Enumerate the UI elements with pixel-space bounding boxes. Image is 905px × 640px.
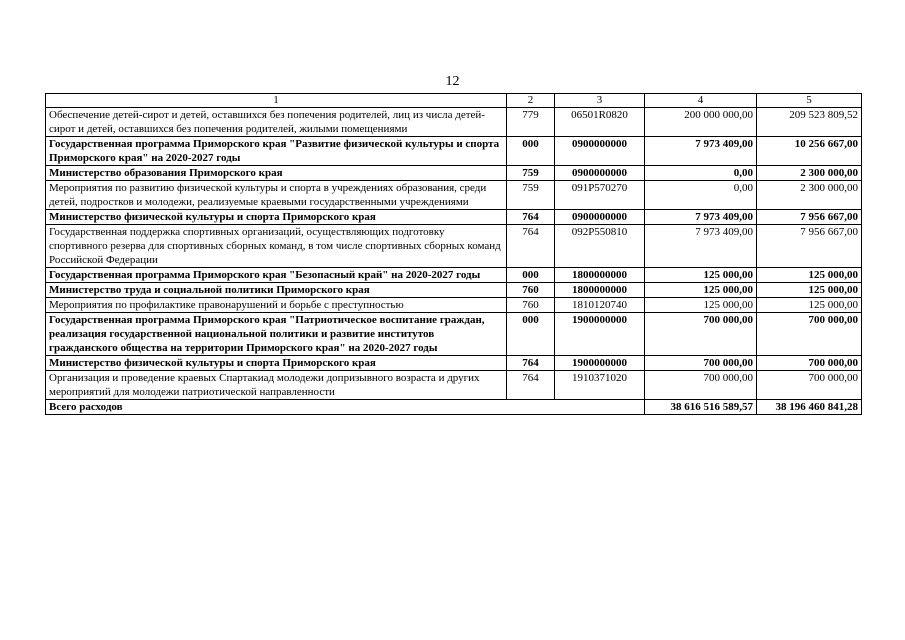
row-article: 1900000000 [555, 313, 645, 356]
row-amount-5: 700 000,00 [757, 313, 862, 356]
row-article: 1800000000 [555, 268, 645, 283]
row-code: 764 [507, 210, 555, 225]
table-row [46, 298, 862, 313]
row-article: 1800000000 [555, 283, 645, 298]
row-code: 764 [507, 225, 555, 268]
table-row [46, 356, 862, 371]
row-amount-4: 700 000,00 [645, 356, 757, 371]
page-number: 12 [445, 74, 460, 89]
row-amount-5: 700 000,00 [757, 371, 862, 400]
budget-table [45, 93, 862, 415]
table-row [46, 137, 862, 166]
row-amount-5: 10 256 667,00 [757, 137, 862, 166]
column-header-5: 5 [757, 94, 862, 108]
row-code: 000 [507, 137, 555, 166]
row-name: Министерство физической культуры и спорта Приморского края [46, 210, 507, 225]
row-article: 0900000000 [555, 166, 645, 181]
row-article: 1910371020 [555, 371, 645, 400]
column-header-3: 3 [555, 94, 645, 108]
row-amount-5: 125 000,00 [757, 283, 862, 298]
row-amount-5: 125 000,00 [757, 268, 862, 283]
row-amount-5: 700 000,00 [757, 356, 862, 371]
row-article: 092P550810 [555, 225, 645, 268]
row-article: 06501R0820 [555, 108, 645, 137]
row-amount-4: 125 000,00 [645, 298, 757, 313]
table-row [46, 181, 862, 210]
row-name: Государственная программа Приморского края "Развитие физической культуры и спорта Приморского края" на 2020-2027 годы [46, 137, 507, 166]
column-header-4: 4 [645, 94, 757, 108]
row-amount-5: 7 956 667,00 [757, 210, 862, 225]
table-row [46, 283, 862, 298]
row-name: Министерство труда и социальной политики Приморского края [46, 283, 507, 298]
row-amount-4: 125 000,00 [645, 283, 757, 298]
row-code: 760 [507, 283, 555, 298]
total-amount-5: 38 196 460 841,28 [757, 400, 862, 415]
column-header-1: 1 [46, 94, 507, 108]
row-article: 1900000000 [555, 356, 645, 371]
row-amount-4: 200 000 000,00 [645, 108, 757, 137]
row-amount-4: 0,00 [645, 166, 757, 181]
row-name: Государственная поддержка спортивных организаций, осуществляющих подготовку спортивного резерва для спортивных сборных команд, в том числе спортивных сборных команд Российской Федерации [46, 225, 507, 268]
row-name: Мероприятия по развитию физической культуры и спорта в учреждениях образования, среди детей, подростков и молодежи, реализуемые краевыми государственными учреждениями [46, 181, 507, 210]
row-code: 760 [507, 298, 555, 313]
table-row [46, 166, 862, 181]
row-amount-5: 7 956 667,00 [757, 225, 862, 268]
table-header [46, 94, 862, 108]
row-name: Обеспечение детей-сирот и детей, оставшихся без попечения родителей, лиц из числа детей-сирот и детей, оставшихся без попечения родителей, жилыми помещениями [46, 108, 507, 137]
row-name: Государственная программа Приморского края "Безопасный край" на 2020-2027 годы [46, 268, 507, 283]
row-code: 000 [507, 268, 555, 283]
row-amount-4: 7 973 409,00 [645, 137, 757, 166]
column-header-2: 2 [507, 94, 555, 108]
row-code: 759 [507, 166, 555, 181]
header-row [46, 94, 862, 108]
table-row [46, 210, 862, 225]
row-amount-4: 700 000,00 [645, 371, 757, 400]
table-row [46, 225, 862, 268]
row-code: 779 [507, 108, 555, 137]
row-name: Мероприятия по профилактике правонарушений и борьбе с преступностью [46, 298, 507, 313]
table-row [46, 108, 862, 137]
row-amount-4: 700 000,00 [645, 313, 757, 356]
total-row [46, 400, 862, 415]
row-code: 764 [507, 371, 555, 400]
row-amount-4: 0,00 [645, 181, 757, 210]
row-article: 091P570270 [555, 181, 645, 210]
row-article: 1810120740 [555, 298, 645, 313]
row-amount-5: 2 300 000,00 [757, 181, 862, 210]
table-body [46, 108, 862, 415]
table-row [46, 268, 862, 283]
row-amount-4: 7 973 409,00 [645, 225, 757, 268]
row-amount-4: 125 000,00 [645, 268, 757, 283]
row-name: Министерство образования Приморского края [46, 166, 507, 181]
row-name: Министерство физической культуры и спорта Приморского края [46, 356, 507, 371]
row-name: Государственная программа Приморского края "Патриотическое воспитание граждан, реализация государственной национальной политики и развитие институтов гражданского общества на территории Приморского края" на 2020-2027 годы [46, 313, 507, 356]
table-row [46, 313, 862, 356]
row-code: 764 [507, 356, 555, 371]
row-amount-5: 125 000,00 [757, 298, 862, 313]
row-amount-4: 7 973 409,00 [645, 210, 757, 225]
row-code: 000 [507, 313, 555, 356]
row-article: 0900000000 [555, 137, 645, 166]
row-amount-5: 209 523 809,52 [757, 108, 862, 137]
row-article: 0900000000 [555, 210, 645, 225]
row-code: 759 [507, 181, 555, 210]
total-amount-4: 38 616 516 589,57 [645, 400, 757, 415]
table-row [46, 371, 862, 400]
total-label: Всего расходов [46, 400, 645, 415]
row-amount-5: 2 300 000,00 [757, 166, 862, 181]
row-name: Организация и проведение краевых Спартакиад молодежи допризывного возраста и других мероприятий для молодежи патриотической направленности [46, 371, 507, 400]
